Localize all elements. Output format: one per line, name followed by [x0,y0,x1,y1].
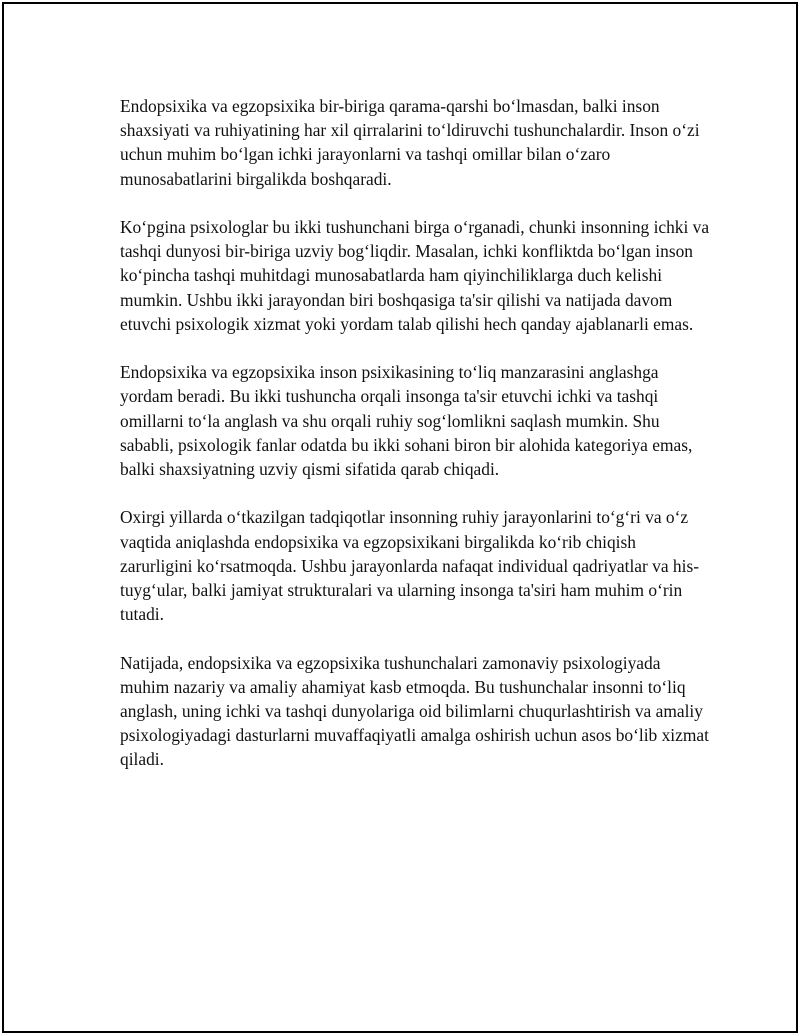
document-body [120,94,710,796]
paragraph-1: Endopsixika va egzopsixika bir-biriga qarama-qarshi bo‘lmasdan, balki inson shaxsiyati va ruhiyatining har xil qirralarini to‘ldiruvchi tushunchalardir. Inson o‘zi uchun muhim bo‘lgan ichki jarayonlarni va tashqi omillar bilan o‘zaro munosabatlarini birgalikda boshqaradi. [120,96,700,189]
paragraph-5: Natijada, endopsixika va egzopsixika tushunchalari zamonaviy psixologiyada muhim nazariy va amaliy ahamiyat kasb etmoqda. Bu tushunchalar insonni to‘liq anglash, uning ichki va tashqi dunyolariga oid bilimlarni chuqurlashtirish va amaliy psixologiyadagi dasturlarni muvaffaqiyatli amalga oshirish uchun asos bo‘lib xizmat qiladi. [120,652,709,770]
paragraph-2: Ko‘pgina psixologlar bu ikki tushunchani birga o‘rganadi, chunki insonning ichki va tashqi dunyosi bir-biriga uzviy bog‘liqdir. Masalan, ichki konfliktda bo‘lgan inson ko‘pincha tashqi muhitdagi munosabatlarda ham qiyinchiliklarga duch kelishi mumkin. Ushbu ikki jarayondan biri boshqasiga ta'sir qilishi va natijada davom etuvchi psixologik xizmat yoki yordam talab qilishi hech qanday ajablanarli emas. [120,217,710,334]
paragraph-3: Endopsixika va egzopsixika inson psixikasining to‘liq manzarasini anglashga yordam beradi. Bu ikki tushuncha orqali insonga ta'sir etuvchi ichki va tashqi omillarni to‘la anglash va shu orqali ruhiy sog‘lomlikni saqlash mumkin. Shu sababli, psixologik fanlar odatda bu ikki sohani biron bir alohida kategoriya emas, balki shaxsiyatning uzviy qismi sifatida qarab chiqadi. [120,362,693,480]
paragraph-4: Oxirgi yillarda o‘tkazilgan tadqiqotlar insonning ruhiy jarayonlarini to‘g‘ri va o‘z vaqtida aniqlashda endopsixika va egzopsixikani birgalikda ko‘rib chiqish zarurligini ko‘rsatmoqda. Ushbu jarayonlarda nafaqat individual qadriyatlar va his-tuyg‘ular, balki jamiyat strukturalari va ularning insonga ta'siri ham muhim o‘rin tutadi. [120,507,700,625]
page-frame [2,2,798,1033]
